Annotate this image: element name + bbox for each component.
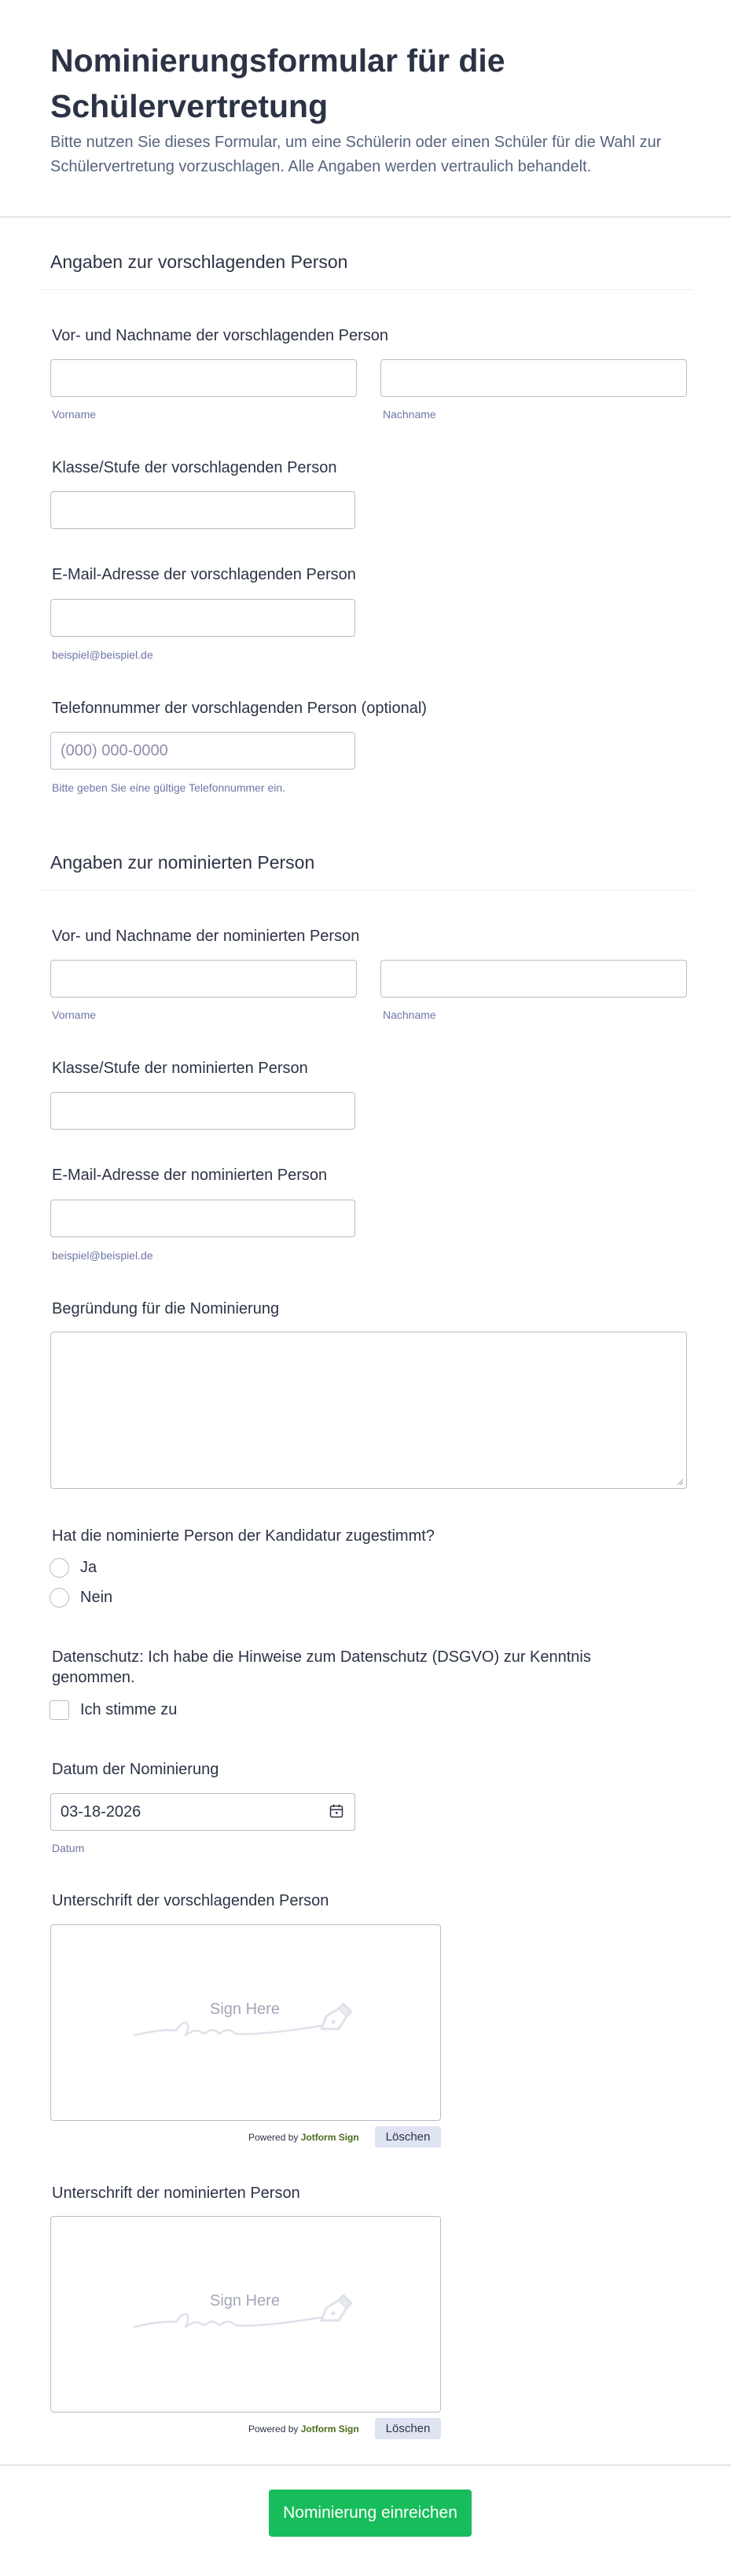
section-title-nominee: Angaben zur nominierten Person: [50, 852, 315, 873]
proposer-email-sublabel: beispiel@beispiel.de: [52, 649, 153, 661]
header-divider: [0, 216, 731, 218]
radio-nein[interactable]: [50, 1588, 69, 1608]
date-sublabel: Datum: [52, 1842, 85, 1854]
radio-ja-label: Ja: [80, 1559, 97, 1576]
powered-by-prefix: Powered by: [248, 2132, 301, 2143]
powered-by-prefix: Powered by: [248, 2423, 301, 2435]
proposer-email-label: E-Mail-Adresse der vorschlagenden Person: [52, 566, 356, 583]
signature-proposer-placeholder: Sign Here: [210, 2001, 280, 2018]
consent-question-label: Hat die nominierte Person der Kandidatur zugestimmt?: [52, 1527, 435, 1545]
reason-textarea[interactable]: [50, 1332, 687, 1489]
date-label: Datum der Nominierung: [52, 1761, 219, 1778]
pen-nib-icon: [318, 2001, 354, 2032]
signature-nominee-clear-button[interactable]: Löschen: [375, 2418, 441, 2439]
nominee-email-label: E-Mail-Adresse der nominierten Person: [52, 1167, 328, 1184]
consent-option-nein[interactable]: [50, 1588, 112, 1608]
privacy-label: Datenschutz: Ich habe die Hinweise zum Datenschutz (DSGVO) zur Kenntnis genommen.: [52, 1648, 591, 1686]
nominee-first-name-input[interactable]: [50, 960, 357, 998]
signature-proposer-clear-button[interactable]: Löschen: [375, 2126, 441, 2148]
proposer-last-name-input[interactable]: [380, 359, 687, 397]
proposer-last-name-sublabel: Nachname: [383, 408, 436, 421]
proposer-phone-sublabel: Bitte geben Sie eine gültige Telefonnummer ein.: [52, 781, 286, 794]
nominee-first-name-sublabel: Vorname: [52, 1009, 97, 1021]
signature-nominee-pad[interactable]: [50, 2216, 441, 2412]
resize-handle-icon[interactable]: [677, 1479, 684, 1486]
reason-label: Begründung für die Nominierung: [52, 1300, 280, 1317]
nominee-last-name-input[interactable]: [380, 960, 687, 998]
radio-ja[interactable]: [50, 1558, 69, 1578]
signature-nominee-powered-by: [248, 2423, 359, 2435]
radio-nein-label: Nein: [80, 1589, 113, 1606]
signature-nominee-label: Unterschrift der nominierten Person: [52, 2185, 300, 2202]
privacy-checkbox[interactable]: [50, 1700, 69, 1720]
form-description: Bitte nutzen Sie dieses Formular, um eine Schülerin oder einen Schüler für die Wahl zur Schülervertretung vorzuschlagen. Alle Angaben werden vertraulich behandelt.: [50, 134, 662, 175]
privacy-option[interactable]: [50, 1700, 177, 1720]
nominee-class-input[interactable]: [50, 1092, 355, 1130]
powered-by-brand: Jotform Sign: [300, 2132, 359, 2143]
section-divider: [38, 890, 693, 891]
reason-field-wrap: [50, 1332, 687, 1489]
form-title: Nominierungsformular für die Schülervertretung: [50, 42, 505, 124]
nominee-name-label: Vor- und Nachname der nominierten Person: [52, 928, 360, 945]
proposer-phone-input[interactable]: [50, 732, 355, 770]
powered-by-brand: Jotform Sign: [300, 2423, 359, 2435]
signature-proposer-pad[interactable]: [50, 1924, 441, 2121]
pen-nib-icon: [318, 2292, 354, 2324]
calendar-icon[interactable]: [329, 1803, 344, 1819]
nominee-last-name-sublabel: Nachname: [383, 1009, 436, 1021]
privacy-checkbox-label: Ich stimme zu: [80, 1701, 178, 1718]
nominee-email-sublabel: beispiel@beispiel.de: [52, 1249, 153, 1262]
signature-nominee-placeholder: Sign Here: [210, 2292, 280, 2310]
proposer-phone-label: Telefonnummer der vorschlagenden Person (optional): [52, 700, 427, 717]
date-input[interactable]: [50, 1793, 355, 1831]
proposer-class-label: Klasse/Stufe der vorschlagenden Person: [52, 459, 337, 476]
consent-option-ja[interactable]: [50, 1558, 97, 1578]
proposer-email-input[interactable]: [50, 599, 355, 637]
submit-button[interactable]: Nominierung einreichen: [269, 2490, 472, 2537]
nominee-class-label: Klasse/Stufe der nominierten Person: [52, 1060, 308, 1077]
nominee-email-input[interactable]: [50, 1200, 355, 1237]
footer-divider: [0, 2464, 731, 2466]
signature-proposer-label: Unterschrift der vorschlagenden Person: [52, 1892, 329, 1909]
proposer-class-input[interactable]: [50, 491, 355, 529]
section-divider: [38, 289, 693, 290]
proposer-first-name-input[interactable]: [50, 359, 357, 397]
proposer-first-name-sublabel: Vorname: [52, 408, 97, 421]
signature-proposer-powered-by: [248, 2132, 359, 2143]
proposer-name-label: Vor- und Nachname der vorschlagenden Person: [52, 327, 389, 344]
date-field-wrap: [50, 1793, 355, 1831]
section-title-proposer: Angaben zur vorschlagenden Person: [50, 252, 348, 272]
